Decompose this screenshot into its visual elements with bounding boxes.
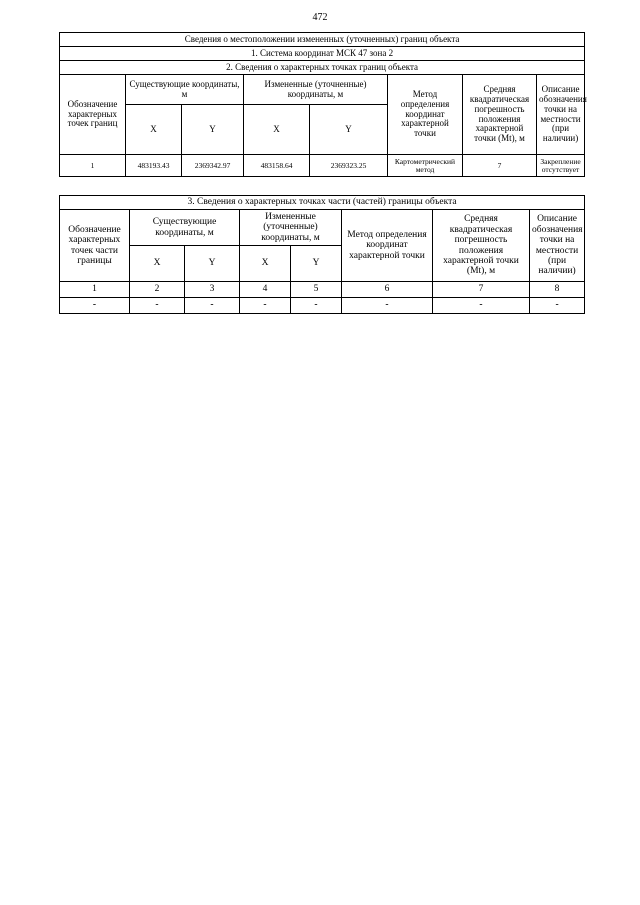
section-2-heading: 2. Сведения о характерных точках границ объекта	[60, 61, 585, 75]
column-number: 2	[130, 282, 185, 298]
header-changed-coordinates: Измененные (уточненные) координаты, м	[244, 75, 388, 105]
part-boundary-points-table	[59, 195, 585, 314]
header-existing-coordinates: Существующие координаты, м	[126, 75, 244, 105]
header-part-designation: Обозначение характерных точек части границы	[60, 210, 130, 282]
cell-method: Картометрический метод	[388, 155, 463, 177]
header-error: Средняя квадратическая погрешность положения характерной точки (Mt), м	[463, 75, 537, 155]
header-x-existing: X	[126, 105, 182, 155]
column-numbers-row	[60, 282, 585, 298]
header-part-method: Метод определения координат характерной точки	[342, 210, 433, 282]
header-description: Описание обозначения точки на местности (при наличии)	[537, 75, 585, 155]
header-y-existing: Y	[182, 105, 244, 155]
coordinate-system-heading: 1. Система координат МСК 47 зона 2	[60, 47, 585, 61]
boundary-points-table	[59, 32, 585, 177]
dash-cell: -	[130, 298, 185, 314]
header-x-changed: X	[244, 105, 310, 155]
dash-cell: -	[240, 298, 291, 314]
cell-x-changed: 483158.64	[244, 155, 310, 177]
header-point-designation: Обозначение характерных точек границ	[60, 75, 126, 155]
cell-description: Закрепление отсутствует	[537, 155, 585, 177]
dash-cell: -	[342, 298, 433, 314]
header-part-error: Средняя квадратическая погрешность положения характерной точки (Mt), м	[433, 210, 530, 282]
cell-y-changed: 2369323.25	[310, 155, 388, 177]
empty-data-row	[60, 298, 585, 314]
header-part-changed-coordinates: Измененные (уточненные) координаты, м	[240, 210, 342, 246]
column-number: 7	[433, 282, 530, 298]
column-number: 8	[530, 282, 585, 298]
table-row	[60, 155, 585, 177]
cell-x-existing: 483193.43	[126, 155, 182, 177]
header-part-existing-coordinates: Существующие координаты, м	[130, 210, 240, 246]
cell-error: 7	[463, 155, 537, 177]
header-part-y-changed: Y	[291, 246, 342, 282]
dash-cell: -	[433, 298, 530, 314]
column-number: 4	[240, 282, 291, 298]
header-y-changed: Y	[310, 105, 388, 155]
dash-cell: -	[60, 298, 130, 314]
dash-cell: -	[291, 298, 342, 314]
page-number: 472	[312, 12, 328, 23]
dash-cell: -	[530, 298, 585, 314]
header-part-x-existing: X	[130, 246, 185, 282]
column-number: 1	[60, 282, 130, 298]
header-part-y-existing: Y	[185, 246, 240, 282]
column-number: 3	[185, 282, 240, 298]
table-title: Сведения о местоположении измененных (уточненных) границ объекта	[60, 33, 585, 47]
header-part-description: Описание обозначения точки на местности (при наличии)	[530, 210, 585, 282]
section-3-heading: 3. Сведения о характерных точках части (частей) границы объекта	[60, 196, 585, 210]
cell-y-existing: 2369342.97	[182, 155, 244, 177]
cell-point: 1	[60, 155, 126, 177]
dash-cell: -	[185, 298, 240, 314]
header-method: Метод определения координат характерной точки	[388, 75, 463, 155]
header-part-x-changed: X	[240, 246, 291, 282]
column-number: 5	[291, 282, 342, 298]
column-number: 6	[342, 282, 433, 298]
